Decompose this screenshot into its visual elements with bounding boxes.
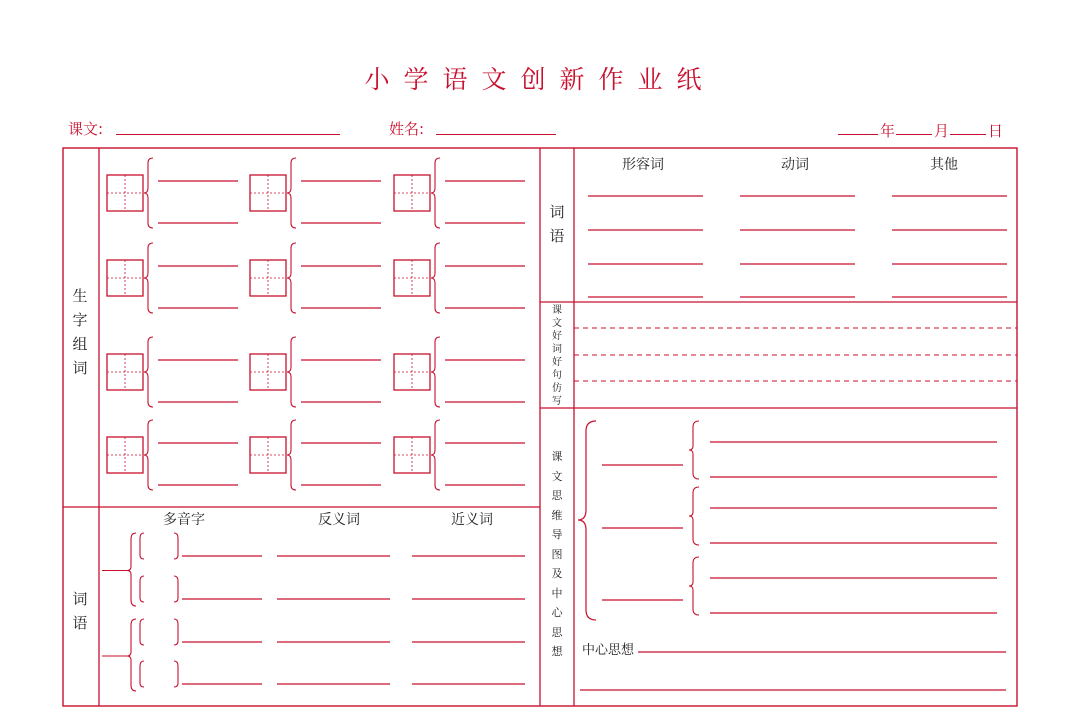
header-other: 其他	[930, 157, 958, 173]
curly-brace	[431, 420, 440, 490]
mindmap-sub-brace	[689, 557, 699, 615]
section-label-imitation: 课文好词好句仿写	[552, 305, 562, 407]
curly-brace	[431, 158, 440, 228]
pinyin-bracket-right	[174, 576, 178, 602]
header-verb: 动词	[781, 157, 809, 173]
year-label: 年	[880, 122, 896, 140]
page-title: 小学语文创新作业纸	[364, 65, 716, 94]
pinyin-bracket-right	[174, 661, 178, 687]
curly-brace	[127, 619, 136, 691]
header-polyphone: 多音字	[163, 512, 205, 528]
section-label-mindmap: 课文思维导图及中心思想	[551, 450, 563, 658]
lesson-label: 课文:	[68, 120, 104, 138]
curly-brace	[287, 420, 296, 490]
name-label: 姓名:	[389, 120, 425, 138]
curly-brace	[431, 337, 440, 407]
section-label-words-left: 词语	[72, 590, 88, 632]
curly-brace	[287, 243, 296, 313]
pinyin-bracket-right	[174, 533, 178, 559]
pinyin-bracket-left	[140, 619, 144, 645]
mindmap-brace-main	[578, 421, 596, 620]
pinyin-bracket-left	[140, 576, 144, 602]
month-label: 月	[934, 122, 950, 140]
curly-brace	[127, 533, 136, 606]
header-synonym: 近义词	[451, 512, 493, 528]
curly-brace	[431, 243, 440, 313]
central-idea-label: 中心思想	[582, 643, 635, 658]
curly-brace	[144, 337, 153, 407]
section-label-words-right: 词语	[549, 203, 565, 245]
header-adjective: 形容词	[622, 157, 664, 173]
curly-brace	[144, 420, 153, 490]
mindmap-sub-brace	[689, 487, 699, 545]
section-label-new-characters: 生字组词	[72, 287, 88, 377]
mindmap-sub-brace	[689, 421, 699, 479]
pinyin-bracket-right	[174, 619, 178, 645]
day-label: 日	[988, 122, 1004, 140]
curly-brace	[287, 337, 296, 407]
curly-brace	[144, 243, 153, 313]
header-antonym: 反义词	[318, 512, 360, 528]
pinyin-bracket-left	[140, 533, 144, 559]
curly-brace	[287, 158, 296, 228]
curly-brace	[144, 158, 153, 228]
pinyin-bracket-left	[140, 661, 144, 687]
